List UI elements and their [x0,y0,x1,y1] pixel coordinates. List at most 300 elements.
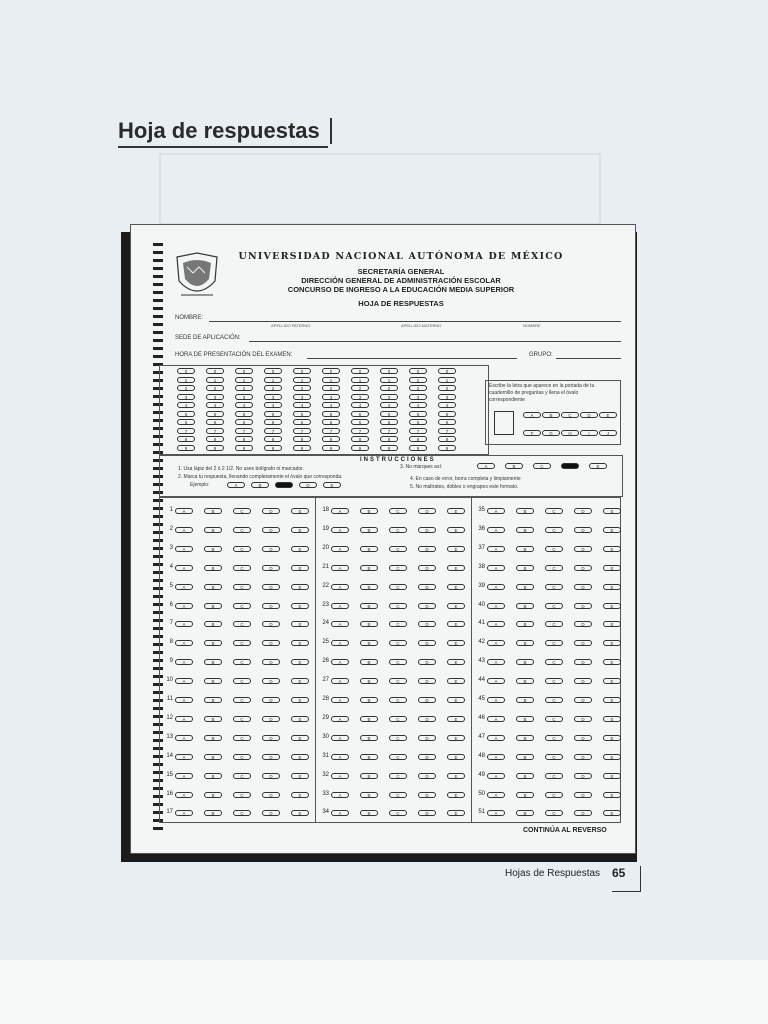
id-digit-bubble[interactable]: 6 [235,419,253,425]
answer-bubble[interactable]: A [331,508,349,514]
id-digit-bubble[interactable]: 3 [177,394,195,400]
answer-bubble[interactable]: B [516,792,534,798]
answer-bubble[interactable]: D [418,603,436,609]
answer-bubble[interactable]: A [487,773,505,779]
answer-bubble[interactable]: E [291,678,309,684]
id-digit-bubble[interactable]: 3 [409,394,427,400]
answer-bubble[interactable]: D [418,527,436,533]
answer-bubble[interactable]: A [487,697,505,703]
answer-bubble[interactable]: B [516,508,534,514]
id-digit-bubble[interactable]: 5 [293,411,311,417]
answer-bubble[interactable]: C [233,735,251,741]
answer-bubble[interactable]: B [516,773,534,779]
answer-bubble[interactable]: D [574,546,592,552]
id-digit-bubble[interactable]: 6 [409,419,427,425]
answer-bubble[interactable]: B [516,678,534,684]
id-digit-bubble[interactable]: 5 [380,411,398,417]
answer-bubble[interactable]: E [291,565,309,571]
id-digit-bubble[interactable]: 9 [380,445,398,451]
answer-bubble[interactable]: E [603,735,621,741]
answer-bubble[interactable]: E [447,754,465,760]
answer-bubble[interactable]: D [574,565,592,571]
answer-bubble[interactable]: B [360,735,378,741]
id-digit-bubble[interactable]: 8 [177,436,195,442]
answer-bubble[interactable]: A [175,584,193,590]
answer-bubble[interactable]: D [262,565,280,571]
id-digit-bubble[interactable]: 2 [206,385,224,391]
answer-bubble[interactable]: B [360,716,378,722]
answer-bubble[interactable]: E [603,810,621,816]
id-digit-bubble[interactable]: 8 [235,436,253,442]
code-letter-bubble[interactable]: I [580,430,598,436]
id-digit-bubble[interactable]: 3 [438,394,456,400]
answer-bubble[interactable]: B [360,792,378,798]
id-digit-bubble[interactable]: 7 [206,428,224,434]
id-digit-bubble[interactable]: 6 [438,419,456,425]
answer-bubble[interactable]: D [418,508,436,514]
answer-bubble[interactable]: D [574,716,592,722]
id-digit-bubble[interactable]: 7 [351,428,369,434]
answer-bubble[interactable]: E [291,659,309,665]
answer-bubble[interactable]: A [175,659,193,665]
answer-bubble[interactable]: E [447,546,465,552]
answer-bubble[interactable]: C [233,754,251,760]
id-digit-bubble[interactable]: 5 [322,411,340,417]
answer-bubble[interactable]: A [487,792,505,798]
id-digit-bubble[interactable]: 6 [177,419,195,425]
answer-bubble[interactable]: C [233,810,251,816]
answer-bubble[interactable]: C [233,659,251,665]
id-digit-bubble[interactable]: 3 [322,394,340,400]
answer-bubble[interactable]: D [574,735,592,741]
id-digit-bubble[interactable]: 1 [177,377,195,383]
id-digit-bubble[interactable]: 1 [293,377,311,383]
id-digit-bubble[interactable]: 3 [235,394,253,400]
id-digit-bubble[interactable]: 7 [235,428,253,434]
answer-bubble[interactable]: E [603,716,621,722]
answer-bubble[interactable]: A [487,659,505,665]
id-digit-bubble[interactable]: 8 [351,436,369,442]
answer-bubble[interactable]: E [291,716,309,722]
answer-bubble[interactable]: A [487,754,505,760]
answer-bubble[interactable]: A [487,546,505,552]
id-digit-bubble[interactable]: 8 [438,436,456,442]
answer-bubble[interactable]: D [574,810,592,816]
answer-bubble[interactable]: C [389,754,407,760]
id-digit-bubble[interactable]: 5 [351,411,369,417]
answer-bubble[interactable]: A [175,773,193,779]
answer-bubble[interactable]: A [331,565,349,571]
id-digit-bubble[interactable]: 2 [438,385,456,391]
id-digit-bubble[interactable]: 2 [322,385,340,391]
id-digit-bubble[interactable]: 1 [380,377,398,383]
id-digit-bubble[interactable]: 0 [293,368,311,374]
id-digit-bubble[interactable]: 8 [264,436,282,442]
answer-bubble[interactable]: A [331,546,349,552]
answer-bubble[interactable]: E [447,603,465,609]
id-digit-bubble[interactable]: 2 [235,385,253,391]
answer-bubble[interactable]: D [262,792,280,798]
answer-bubble[interactable]: D [418,754,436,760]
example-bubble[interactable]: C [275,482,293,488]
id-digit-bubble[interactable]: 3 [293,394,311,400]
answer-bubble[interactable]: B [360,621,378,627]
answer-bubble[interactable]: E [447,640,465,646]
answer-bubble[interactable]: A [487,716,505,722]
answer-bubble[interactable]: B [516,697,534,703]
id-digit-bubble[interactable]: 5 [438,411,456,417]
answer-bubble[interactable]: B [360,754,378,760]
answer-bubble[interactable]: E [603,792,621,798]
answer-bubble[interactable]: E [603,697,621,703]
id-digit-bubble[interactable]: 5 [264,411,282,417]
answer-bubble[interactable]: A [487,810,505,816]
answer-bubble[interactable]: B [204,640,222,646]
answer-bubble[interactable]: B [204,810,222,816]
answer-bubble[interactable]: C [389,773,407,779]
answer-bubble[interactable]: D [262,735,280,741]
answer-bubble[interactable]: D [574,773,592,779]
answer-bubble[interactable]: E [603,621,621,627]
answer-bubble[interactable]: A [175,810,193,816]
id-digit-bubble[interactable]: 2 [409,385,427,391]
id-digit-bubble[interactable]: 2 [351,385,369,391]
answer-bubble[interactable]: A [331,773,349,779]
answer-bubble[interactable]: B [516,565,534,571]
id-digit-bubble[interactable]: 6 [293,419,311,425]
id-digit-bubble[interactable]: 7 [409,428,427,434]
answer-bubble[interactable]: D [262,508,280,514]
answer-bubble[interactable]: A [175,508,193,514]
answer-bubble[interactable]: E [291,810,309,816]
id-digit-bubble[interactable]: 9 [264,445,282,451]
answer-bubble[interactable]: B [516,716,534,722]
code-letter-bubble[interactable]: A [523,412,541,418]
answer-bubble[interactable]: B [204,659,222,665]
answer-bubble[interactable]: C [545,546,563,552]
answer-bubble[interactable]: D [262,621,280,627]
answer-bubble[interactable]: E [603,659,621,665]
answer-bubble[interactable]: D [418,546,436,552]
answer-bubble[interactable]: E [447,792,465,798]
booklet-code-square[interactable] [494,411,514,435]
answer-bubble[interactable]: C [389,659,407,665]
answer-bubble[interactable]: E [291,603,309,609]
wrong-mark-bubble[interactable]: A [477,463,495,469]
id-digit-bubble[interactable]: 4 [409,402,427,408]
answer-bubble[interactable]: C [233,640,251,646]
id-digit-bubble[interactable]: 3 [380,394,398,400]
answer-bubble[interactable]: E [603,527,621,533]
id-digit-bubble[interactable]: 9 [206,445,224,451]
id-digit-bubble[interactable]: 0 [235,368,253,374]
answer-bubble[interactable]: B [360,508,378,514]
answer-bubble[interactable]: C [545,792,563,798]
answer-bubble[interactable]: E [603,584,621,590]
answer-bubble[interactable]: D [262,659,280,665]
answer-bubble[interactable]: A [331,659,349,665]
answer-bubble[interactable]: E [291,697,309,703]
answer-bubble[interactable]: B [204,527,222,533]
answer-bubble[interactable]: D [418,716,436,722]
example-bubble[interactable]: A [227,482,245,488]
answer-bubble[interactable]: E [603,773,621,779]
answer-bubble[interactable]: C [389,546,407,552]
answer-bubble[interactable]: C [233,792,251,798]
answer-bubble[interactable]: D [574,640,592,646]
answer-bubble[interactable]: C [389,716,407,722]
code-letter-bubble[interactable]: G [542,430,560,436]
answer-bubble[interactable]: E [603,565,621,571]
answer-bubble[interactable]: E [447,659,465,665]
answer-bubble[interactable]: C [233,565,251,571]
answer-bubble[interactable]: C [545,659,563,665]
answer-bubble[interactable]: A [331,584,349,590]
answer-bubble[interactable]: B [360,584,378,590]
answer-bubble[interactable]: C [389,792,407,798]
answer-bubble[interactable]: C [545,678,563,684]
answer-bubble[interactable]: C [233,603,251,609]
answer-bubble[interactable]: E [291,735,309,741]
id-digit-bubble[interactable]: 7 [322,428,340,434]
id-digit-bubble[interactable]: 3 [264,394,282,400]
answer-bubble[interactable]: B [204,603,222,609]
id-digit-bubble[interactable]: 4 [438,402,456,408]
answer-bubble[interactable]: B [360,527,378,533]
id-digit-bubble[interactable]: 4 [177,402,195,408]
answer-bubble[interactable]: C [389,565,407,571]
answer-bubble[interactable]: C [389,603,407,609]
answer-bubble[interactable]: C [233,584,251,590]
answer-bubble[interactable]: C [233,716,251,722]
answer-bubble[interactable]: B [360,659,378,665]
answer-bubble[interactable]: E [603,678,621,684]
answer-bubble[interactable]: D [418,678,436,684]
answer-bubble[interactable]: D [574,621,592,627]
answer-bubble[interactable]: D [574,508,592,514]
answer-bubble[interactable]: B [360,810,378,816]
answer-bubble[interactable]: D [418,735,436,741]
answer-bubble[interactable]: C [389,527,407,533]
answer-bubble[interactable]: B [204,792,222,798]
id-digit-bubble[interactable]: 5 [206,411,224,417]
answer-bubble[interactable]: B [204,565,222,571]
answer-bubble[interactable]: C [545,621,563,627]
answer-bubble[interactable]: C [233,546,251,552]
answer-bubble[interactable]: B [360,773,378,779]
id-digit-bubble[interactable]: 2 [264,385,282,391]
id-digit-bubble[interactable]: 1 [322,377,340,383]
answer-bubble[interactable]: E [603,508,621,514]
id-digit-bubble[interactable]: 1 [351,377,369,383]
id-digit-bubble[interactable]: 6 [351,419,369,425]
code-letter-bubble[interactable]: E [599,412,617,418]
answer-bubble[interactable]: B [204,716,222,722]
answer-bubble[interactable]: E [291,508,309,514]
answer-bubble[interactable]: E [447,735,465,741]
code-letter-bubble[interactable]: H [561,430,579,436]
id-digit-bubble[interactable]: 3 [351,394,369,400]
answer-bubble[interactable]: A [487,527,505,533]
answer-bubble[interactable]: A [331,735,349,741]
id-digit-bubble[interactable]: 0 [322,368,340,374]
answer-bubble[interactable]: E [447,678,465,684]
answer-bubble[interactable]: D [262,773,280,779]
answer-bubble[interactable]: B [516,640,534,646]
id-digit-bubble[interactable]: 7 [177,428,195,434]
answer-bubble[interactable]: E [447,527,465,533]
answer-bubble[interactable]: C [545,508,563,514]
answer-bubble[interactable]: B [516,621,534,627]
answer-bubble[interactable]: E [447,697,465,703]
answer-bubble[interactable]: E [447,773,465,779]
id-digit-bubble[interactable]: 8 [293,436,311,442]
answer-bubble[interactable]: D [418,640,436,646]
answer-bubble[interactable]: A [175,716,193,722]
answer-bubble[interactable]: A [331,640,349,646]
answer-bubble[interactable]: D [418,659,436,665]
id-digit-bubble[interactable]: 0 [351,368,369,374]
id-digit-bubble[interactable]: 3 [206,394,224,400]
answer-bubble[interactable]: C [545,716,563,722]
answer-bubble[interactable]: C [233,697,251,703]
id-digit-bubble[interactable]: 9 [438,445,456,451]
answer-bubble[interactable]: D [418,792,436,798]
answer-bubble[interactable]: D [262,754,280,760]
answer-bubble[interactable]: A [175,546,193,552]
answer-bubble[interactable]: C [389,621,407,627]
answer-bubble[interactable]: E [291,584,309,590]
nombre-line[interactable] [209,321,621,322]
answer-bubble[interactable]: D [418,565,436,571]
answer-bubble[interactable]: C [233,773,251,779]
id-digit-bubble[interactable]: 8 [380,436,398,442]
answer-bubble[interactable]: C [233,527,251,533]
id-digit-bubble[interactable]: 9 [235,445,253,451]
answer-bubble[interactable]: E [603,546,621,552]
answer-bubble[interactable]: A [175,527,193,533]
id-digit-bubble[interactable]: 0 [409,368,427,374]
answer-bubble[interactable]: E [447,565,465,571]
code-letter-bubble[interactable]: B [542,412,560,418]
answer-bubble[interactable]: B [516,754,534,760]
answer-bubble[interactable]: A [487,735,505,741]
answer-bubble[interactable]: B [516,810,534,816]
id-digit-bubble[interactable]: 4 [206,402,224,408]
answer-bubble[interactable]: A [175,565,193,571]
wrong-mark-bubble[interactable]: B [505,463,523,469]
answer-bubble[interactable]: A [487,640,505,646]
answer-bubble[interactable]: C [545,603,563,609]
answer-bubble[interactable]: A [175,640,193,646]
id-digit-bubble[interactable]: 5 [235,411,253,417]
id-digit-bubble[interactable]: 6 [380,419,398,425]
answer-bubble[interactable]: D [262,640,280,646]
answer-bubble[interactable]: A [487,678,505,684]
answer-bubble[interactable]: C [389,810,407,816]
id-digit-bubble[interactable]: 8 [322,436,340,442]
answer-bubble[interactable]: A [331,697,349,703]
answer-bubble[interactable]: E [603,640,621,646]
id-digit-bubble[interactable]: 5 [409,411,427,417]
answer-bubble[interactable]: A [175,697,193,703]
answer-bubble[interactable]: B [516,546,534,552]
answer-bubble[interactable]: B [204,678,222,684]
answer-bubble[interactable]: D [262,584,280,590]
answer-bubble[interactable]: C [389,697,407,703]
code-letter-bubble[interactable]: J [599,430,617,436]
answer-bubble[interactable]: C [545,640,563,646]
answer-bubble[interactable]: A [331,603,349,609]
answer-bubble[interactable]: E [291,546,309,552]
answer-bubble[interactable]: C [545,810,563,816]
id-digit-bubble[interactable]: 4 [322,402,340,408]
wrong-mark-bubble[interactable]: C [533,463,551,469]
answer-bubble[interactable]: C [545,527,563,533]
answer-bubble[interactable]: B [516,527,534,533]
answer-bubble[interactable]: B [204,697,222,703]
answer-bubble[interactable]: B [516,603,534,609]
answer-bubble[interactable]: A [331,792,349,798]
answer-bubble[interactable]: A [487,565,505,571]
answer-bubble[interactable]: B [204,546,222,552]
answer-bubble[interactable]: A [487,603,505,609]
id-digit-bubble[interactable]: 5 [177,411,195,417]
answer-bubble[interactable]: A [175,603,193,609]
answer-bubble[interactable]: D [418,810,436,816]
answer-bubble[interactable]: E [291,621,309,627]
answer-bubble[interactable]: A [487,621,505,627]
answer-bubble[interactable]: D [418,697,436,703]
answer-bubble[interactable]: B [516,659,534,665]
id-digit-bubble[interactable]: 7 [438,428,456,434]
answer-bubble[interactable]: D [574,659,592,665]
answer-bubble[interactable]: B [204,621,222,627]
answer-bubble[interactable]: C [233,678,251,684]
id-digit-bubble[interactable]: 9 [322,445,340,451]
answer-bubble[interactable]: C [545,773,563,779]
answer-bubble[interactable]: D [262,697,280,703]
id-digit-bubble[interactable]: 0 [264,368,282,374]
answer-bubble[interactable]: B [360,565,378,571]
answer-bubble[interactable]: A [331,754,349,760]
answer-bubble[interactable]: B [204,773,222,779]
id-digit-bubble[interactable]: 1 [206,377,224,383]
id-digit-bubble[interactable]: 6 [264,419,282,425]
answer-bubble[interactable]: C [545,735,563,741]
answer-bubble[interactable]: D [262,603,280,609]
answer-bubble[interactable]: A [331,678,349,684]
hora-line[interactable] [307,358,517,359]
answer-bubble[interactable]: C [233,508,251,514]
id-digit-bubble[interactable]: 9 [351,445,369,451]
answer-bubble[interactable]: D [418,621,436,627]
answer-bubble[interactable]: A [487,584,505,590]
id-digit-bubble[interactable]: 4 [293,402,311,408]
id-digit-bubble[interactable]: 1 [409,377,427,383]
code-letter-bubble[interactable]: C [561,412,579,418]
id-digit-bubble[interactable]: 4 [235,402,253,408]
code-letter-bubble[interactable]: F [523,430,541,436]
id-digit-bubble[interactable]: 7 [293,428,311,434]
answer-bubble[interactable]: B [360,697,378,703]
id-digit-bubble[interactable]: 4 [264,402,282,408]
id-digit-bubble[interactable]: 2 [380,385,398,391]
id-digit-bubble[interactable]: 9 [177,445,195,451]
answer-bubble[interactable]: E [291,640,309,646]
id-digit-bubble[interactable]: 6 [322,419,340,425]
answer-bubble[interactable]: C [545,565,563,571]
